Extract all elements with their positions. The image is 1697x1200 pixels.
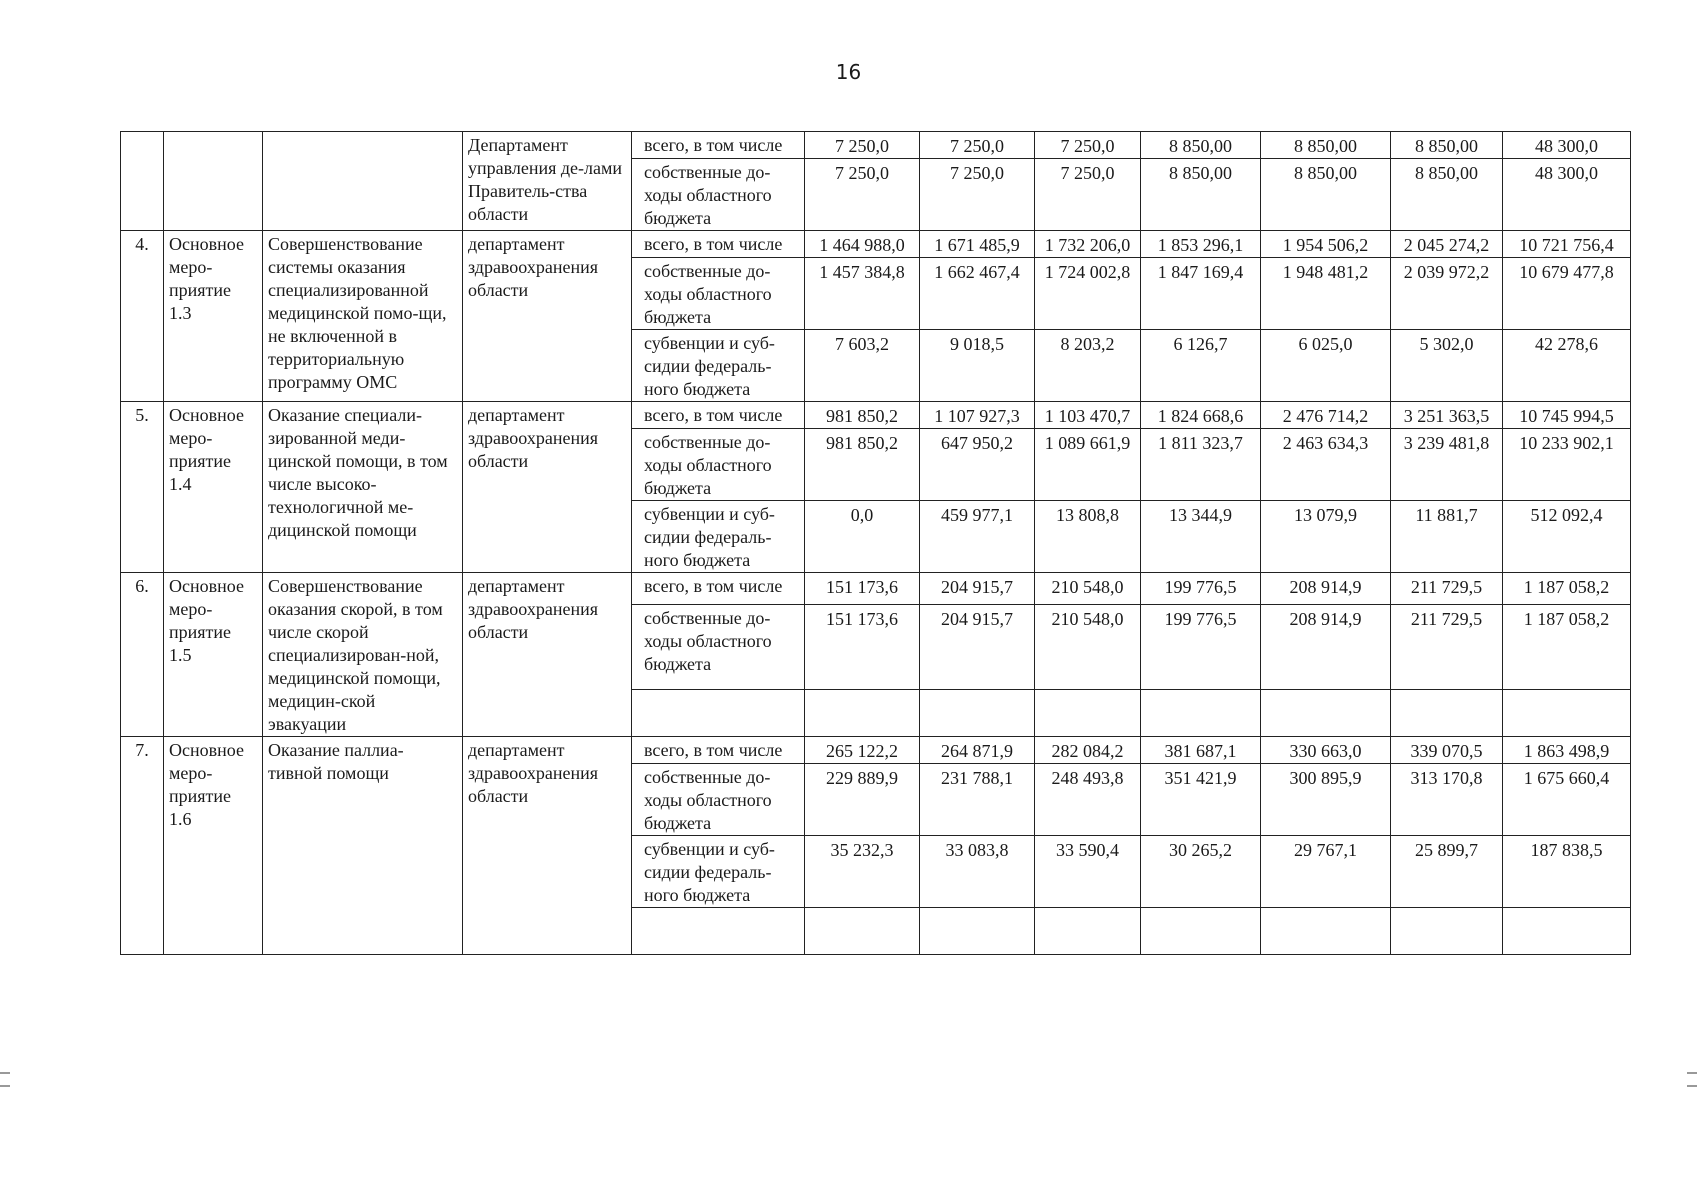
funding-type: всего, в том числе bbox=[632, 573, 805, 605]
amount-cell: 1 662 467,4 bbox=[920, 258, 1035, 330]
table-row bbox=[121, 573, 1631, 605]
row-kind: Основное меро-приятие 1.5 bbox=[164, 573, 263, 737]
empty-cell bbox=[805, 908, 920, 955]
amount-cell: 1 675 660,4 bbox=[1503, 764, 1631, 836]
row-number: 7. bbox=[121, 737, 164, 955]
amount-cell: 2 476 714,2 bbox=[1261, 402, 1391, 429]
empty-cell bbox=[632, 690, 805, 737]
amount-cell: 151 173,6 bbox=[805, 604, 920, 689]
amount-cell: 33 590,4 bbox=[1035, 836, 1141, 908]
amount-cell: 42 278,6 bbox=[1503, 330, 1631, 402]
row-title: Совершенствование системы оказания специализированной медицинской помо-щи, не включенной в территориальную программу ОМС bbox=[263, 231, 463, 402]
funding-type: субвенции и суб-сидии федераль-ного бюджета bbox=[632, 501, 805, 573]
amount-cell: 1 863 498,9 bbox=[1503, 737, 1631, 764]
page-number: 16 bbox=[835, 60, 862, 84]
amount-cell: 2 039 972,2 bbox=[1391, 258, 1503, 330]
amount-cell: 2 045 274,2 bbox=[1391, 231, 1503, 258]
table-row bbox=[121, 132, 1631, 159]
amount-cell: 1 732 206,0 bbox=[1035, 231, 1141, 258]
amount-cell: 8 850,00 bbox=[1141, 132, 1261, 159]
row-number: 4. bbox=[121, 231, 164, 402]
amount-cell: 1 824 668,6 bbox=[1141, 402, 1261, 429]
amount-cell: 1 187 058,2 bbox=[1503, 573, 1631, 605]
amount-cell: 981 850,2 bbox=[805, 402, 920, 429]
row-title bbox=[263, 132, 463, 231]
amount-cell: 13 808,8 bbox=[1035, 501, 1141, 573]
amount-cell: 264 871,9 bbox=[920, 737, 1035, 764]
funding-type: субвенции и суб-сидии федераль-ного бюджета bbox=[632, 836, 805, 908]
amount-cell: 1 847 169,4 bbox=[1141, 258, 1261, 330]
row-number: 6. bbox=[121, 573, 164, 737]
row-kind: Основное меро-приятие 1.4 bbox=[164, 402, 263, 573]
amount-cell: 8 203,2 bbox=[1035, 330, 1141, 402]
funding-type: собственные до-ходы областного бюджета bbox=[632, 764, 805, 836]
empty-cell bbox=[1391, 908, 1503, 955]
funding-type: всего, в том числе bbox=[632, 132, 805, 159]
amount-cell: 2 463 634,3 bbox=[1261, 429, 1391, 501]
empty-cell bbox=[920, 690, 1035, 737]
amount-cell: 7 250,0 bbox=[1035, 159, 1141, 231]
empty-cell bbox=[805, 690, 920, 737]
empty-cell bbox=[1261, 690, 1391, 737]
amount-cell: 8 850,00 bbox=[1391, 132, 1503, 159]
amount-cell: 1 724 002,8 bbox=[1035, 258, 1141, 330]
row-number bbox=[121, 132, 164, 231]
amount-cell: 647 950,2 bbox=[920, 429, 1035, 501]
edge-mark bbox=[0, 1085, 10, 1087]
table-row bbox=[121, 737, 1631, 764]
amount-cell: 300 895,9 bbox=[1261, 764, 1391, 836]
edge-mark bbox=[1687, 1072, 1697, 1074]
empty-cell bbox=[632, 908, 805, 955]
amount-cell: 5 302,0 bbox=[1391, 330, 1503, 402]
amount-cell: 1 954 506,2 bbox=[1261, 231, 1391, 258]
amount-cell: 10 233 902,1 bbox=[1503, 429, 1631, 501]
row-title: Оказание паллиа-тивной помощи bbox=[263, 737, 463, 955]
amount-cell: 1 671 485,9 bbox=[920, 231, 1035, 258]
amount-cell: 1 107 927,3 bbox=[920, 402, 1035, 429]
amount-cell: 8 850,00 bbox=[1261, 132, 1391, 159]
amount-cell: 1 811 323,7 bbox=[1141, 429, 1261, 501]
amount-cell: 13 344,9 bbox=[1141, 501, 1261, 573]
amount-cell: 151 173,6 bbox=[805, 573, 920, 605]
amount-cell: 9 018,5 bbox=[920, 330, 1035, 402]
amount-cell: 204 915,7 bbox=[920, 573, 1035, 605]
row-executor: департамент здравоохранения области bbox=[463, 573, 632, 737]
empty-cell bbox=[1261, 908, 1391, 955]
empty-cell bbox=[1503, 908, 1631, 955]
amount-cell: 8 850,00 bbox=[1261, 159, 1391, 231]
empty-cell bbox=[1035, 908, 1141, 955]
row-kind: Основное меро-приятие 1.6 bbox=[164, 737, 263, 955]
amount-cell: 7 250,0 bbox=[805, 159, 920, 231]
amount-cell: 8 850,00 bbox=[1141, 159, 1261, 231]
funding-type: собственные до-ходы областного бюджета bbox=[632, 258, 805, 330]
funding-type: собственные до-ходы областного бюджета bbox=[632, 159, 805, 231]
budget-table-body bbox=[121, 132, 1631, 955]
amount-cell: 7 250,0 bbox=[1035, 132, 1141, 159]
amount-cell: 512 092,4 bbox=[1503, 501, 1631, 573]
amount-cell: 1 103 470,7 bbox=[1035, 402, 1141, 429]
funding-type: субвенции и суб-сидии федераль-ного бюджета bbox=[632, 330, 805, 402]
amount-cell: 3 251 363,5 bbox=[1391, 402, 1503, 429]
amount-cell: 231 788,1 bbox=[920, 764, 1035, 836]
amount-cell: 7 250,0 bbox=[805, 132, 920, 159]
amount-cell: 229 889,9 bbox=[805, 764, 920, 836]
amount-cell: 13 079,9 bbox=[1261, 501, 1391, 573]
amount-cell: 351 421,9 bbox=[1141, 764, 1261, 836]
empty-cell bbox=[1391, 690, 1503, 737]
amount-cell: 1 464 988,0 bbox=[805, 231, 920, 258]
amount-cell: 33 083,8 bbox=[920, 836, 1035, 908]
amount-cell: 210 548,0 bbox=[1035, 604, 1141, 689]
amount-cell: 35 232,3 bbox=[805, 836, 920, 908]
funding-type: собственные до-ходы областного бюджета bbox=[632, 604, 805, 689]
amount-cell: 282 084,2 bbox=[1035, 737, 1141, 764]
amount-cell: 1 853 296,1 bbox=[1141, 231, 1261, 258]
amount-cell: 330 663,0 bbox=[1261, 737, 1391, 764]
amount-cell: 29 767,1 bbox=[1261, 836, 1391, 908]
amount-cell: 11 881,7 bbox=[1391, 501, 1503, 573]
funding-type: всего, в том числе bbox=[632, 402, 805, 429]
amount-cell: 208 914,9 bbox=[1261, 604, 1391, 689]
amount-cell: 25 899,7 bbox=[1391, 836, 1503, 908]
empty-cell bbox=[1141, 908, 1261, 955]
amount-cell: 7 250,0 bbox=[920, 159, 1035, 231]
amount-cell: 248 493,8 bbox=[1035, 764, 1141, 836]
amount-cell: 48 300,0 bbox=[1503, 132, 1631, 159]
amount-cell: 199 776,5 bbox=[1141, 604, 1261, 689]
row-executor: Департамент управления де-лами Правитель-ства области bbox=[463, 132, 632, 231]
amount-cell: 265 122,2 bbox=[805, 737, 920, 764]
empty-cell bbox=[920, 908, 1035, 955]
amount-cell: 6 025,0 bbox=[1261, 330, 1391, 402]
amount-cell: 10 745 994,5 bbox=[1503, 402, 1631, 429]
amount-cell: 6 126,7 bbox=[1141, 330, 1261, 402]
amount-cell: 981 850,2 bbox=[805, 429, 920, 501]
empty-cell bbox=[1141, 690, 1261, 737]
table-row bbox=[121, 402, 1631, 429]
row-executor: департамент здравоохранения области bbox=[463, 402, 632, 573]
amount-cell: 208 914,9 bbox=[1261, 573, 1391, 605]
amount-cell: 7 603,2 bbox=[805, 330, 920, 402]
amount-cell: 459 977,1 bbox=[920, 501, 1035, 573]
amount-cell: 48 300,0 bbox=[1503, 159, 1631, 231]
amount-cell: 204 915,7 bbox=[920, 604, 1035, 689]
empty-cell bbox=[1035, 690, 1141, 737]
funding-type: всего, в том числе bbox=[632, 231, 805, 258]
empty-cell bbox=[1503, 690, 1631, 737]
amount-cell: 3 239 481,8 bbox=[1391, 429, 1503, 501]
edge-mark bbox=[0, 1072, 10, 1074]
amount-cell: 0,0 bbox=[805, 501, 920, 573]
amount-cell: 211 729,5 bbox=[1391, 573, 1503, 605]
amount-cell: 381 687,1 bbox=[1141, 737, 1261, 764]
amount-cell: 10 679 477,8 bbox=[1503, 258, 1631, 330]
amount-cell: 7 250,0 bbox=[920, 132, 1035, 159]
amount-cell: 313 170,8 bbox=[1391, 764, 1503, 836]
amount-cell: 8 850,00 bbox=[1391, 159, 1503, 231]
row-kind: Основное меро-приятие 1.3 bbox=[164, 231, 263, 402]
amount-cell: 199 776,5 bbox=[1141, 573, 1261, 605]
row-title: Совершенствование оказания скорой, в том числе скорой специализирован-ной, медицинской помощи, медицин-ской эвакуации bbox=[263, 573, 463, 737]
amount-cell: 1 457 384,8 bbox=[805, 258, 920, 330]
amount-cell: 339 070,5 bbox=[1391, 737, 1503, 764]
amount-cell: 210 548,0 bbox=[1035, 573, 1141, 605]
row-kind bbox=[164, 132, 263, 231]
funding-type: всего, в том числе bbox=[632, 737, 805, 764]
budget-table bbox=[120, 131, 1631, 955]
amount-cell: 187 838,5 bbox=[1503, 836, 1631, 908]
amount-cell: 30 265,2 bbox=[1141, 836, 1261, 908]
amount-cell: 1 948 481,2 bbox=[1261, 258, 1391, 330]
row-title: Оказание специали-зированной меди-цинской помощи, в том числе высоко-технологичной ме-дицинской помощи bbox=[263, 402, 463, 573]
row-number: 5. bbox=[121, 402, 164, 573]
row-executor: департамент здравоохранения области bbox=[463, 737, 632, 955]
amount-cell: 1 187 058,2 bbox=[1503, 604, 1631, 689]
amount-cell: 211 729,5 bbox=[1391, 604, 1503, 689]
funding-type: собственные до-ходы областного бюджета bbox=[632, 429, 805, 501]
edge-mark bbox=[1687, 1085, 1697, 1087]
amount-cell: 1 089 661,9 bbox=[1035, 429, 1141, 501]
amount-cell: 10 721 756,4 bbox=[1503, 231, 1631, 258]
table-row bbox=[121, 231, 1631, 258]
row-executor: департамент здравоохранения области bbox=[463, 231, 632, 402]
